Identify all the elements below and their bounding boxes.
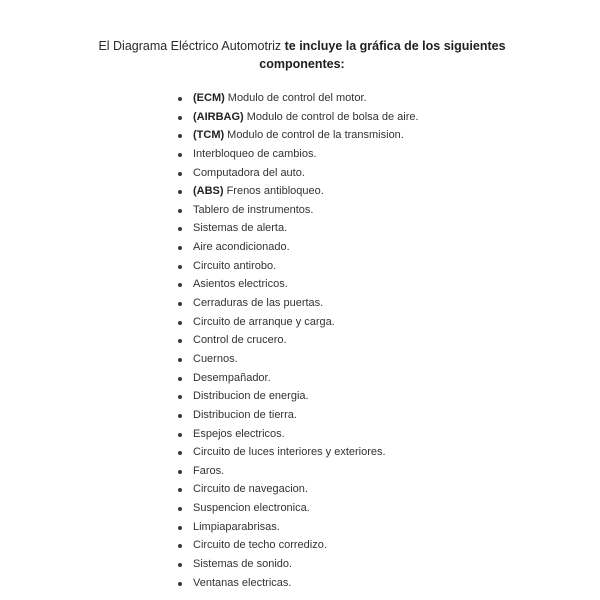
list-item [176,126,419,145]
list-item [176,108,419,127]
list-item [176,462,419,481]
bullet-icon [178,414,182,418]
item-text: Interbloqueo de cambios. [193,147,317,160]
intro-paragraph [60,37,544,73]
item-code: (AIRBAG) [193,110,244,123]
item-text: Frenos antibloqueo. [226,185,324,198]
bullet-icon [178,488,182,492]
bullet-icon [178,227,182,231]
item-text: Circuito de luces interiores y exteriores. [193,446,386,459]
list-item [176,518,419,537]
list-item [176,387,419,406]
bullet-icon [178,470,182,474]
bullet-icon [178,283,182,287]
bullet-icon [178,526,182,530]
list-item [176,182,419,201]
item-text: Asientos electricos. [193,278,288,291]
bullet-icon [178,134,182,138]
bullet-icon [178,209,182,213]
item-text: Computadora del auto. [193,166,305,179]
item-text: Distribucion de energia. [193,390,309,403]
bullet-icon [178,97,182,101]
bullet-icon [178,433,182,437]
item-code: (ECM) [193,92,225,104]
list-item [176,369,419,388]
item-text: Sistemas de alerta. [193,222,288,235]
list-item [176,238,419,257]
list-item [176,275,419,294]
item-text: Aire acondicionado. [193,241,290,254]
list-item [176,294,419,313]
item-text: Limpiaparabrisas. [193,520,280,533]
list-item [176,89,419,108]
list-item [176,499,419,518]
item-text: Circuito de arranque y carga. [193,315,335,328]
bullet-icon [178,246,182,250]
list-item [176,145,419,164]
bullet-icon [178,302,182,306]
bullet-icon [178,153,182,157]
bullet-icon [178,265,182,269]
list-item [176,555,419,574]
bullet-icon [178,544,182,548]
bullet-icon [178,339,182,343]
list-item [176,313,419,332]
item-text: Modulo de control del motor. [227,92,367,104]
item-text: Modulo de control de la transmision. [227,129,404,142]
item-text: Desempañador. [193,371,271,384]
bullet-icon [178,116,182,120]
list-item [176,331,419,350]
list-item [176,257,419,276]
list-item [176,219,419,238]
components-list [176,89,419,592]
bullet-icon [178,451,182,455]
item-text: Cuernos. [193,352,238,365]
list-item [176,350,419,369]
list-item [176,536,419,555]
list-item [176,574,419,593]
bullet-icon [178,395,182,399]
item-text: Circuito de navegacion. [193,483,308,496]
bullet-icon [178,563,182,567]
item-text: Cerraduras de las puertas. [193,297,324,310]
item-text: Modulo de control de bolsa de aire. [246,110,419,123]
item-text: Distribucion de tierra. [193,408,297,421]
list-item [176,406,419,425]
bullet-icon [178,190,182,194]
item-text: Circuito antirobo. [193,259,277,272]
list-item [176,480,419,499]
item-code: (ABS) [193,185,224,198]
bullet-icon [178,377,182,381]
bullet-icon [178,358,182,362]
item-text: Control de crucero. [193,334,287,347]
item-text: Espejos electricos. [193,427,285,440]
bullet-icon [178,321,182,325]
list-item [176,164,419,183]
item-text: Ventanas electricas. [193,576,292,589]
item-text: Sistemas de sonido. [193,558,293,571]
list-item [176,443,419,462]
item-text: Circuito de techo corredizo. [193,539,327,552]
intro-plain-text: El Diagrama Eléctrico Automotriz [98,39,285,53]
item-text: Faros. [193,464,225,477]
item-text: Suspencion electronica. [193,502,310,515]
list-item [176,425,419,444]
bullet-icon [178,172,182,176]
bullet-icon [178,507,182,511]
intro-bold-text: te incluye la gráfica de los siguientes componentes: [259,39,506,71]
bullet-icon [178,582,182,586]
item-text: Tablero de instrumentos. [193,203,314,216]
list-item [176,201,419,220]
item-code: (TCM) [193,129,225,142]
